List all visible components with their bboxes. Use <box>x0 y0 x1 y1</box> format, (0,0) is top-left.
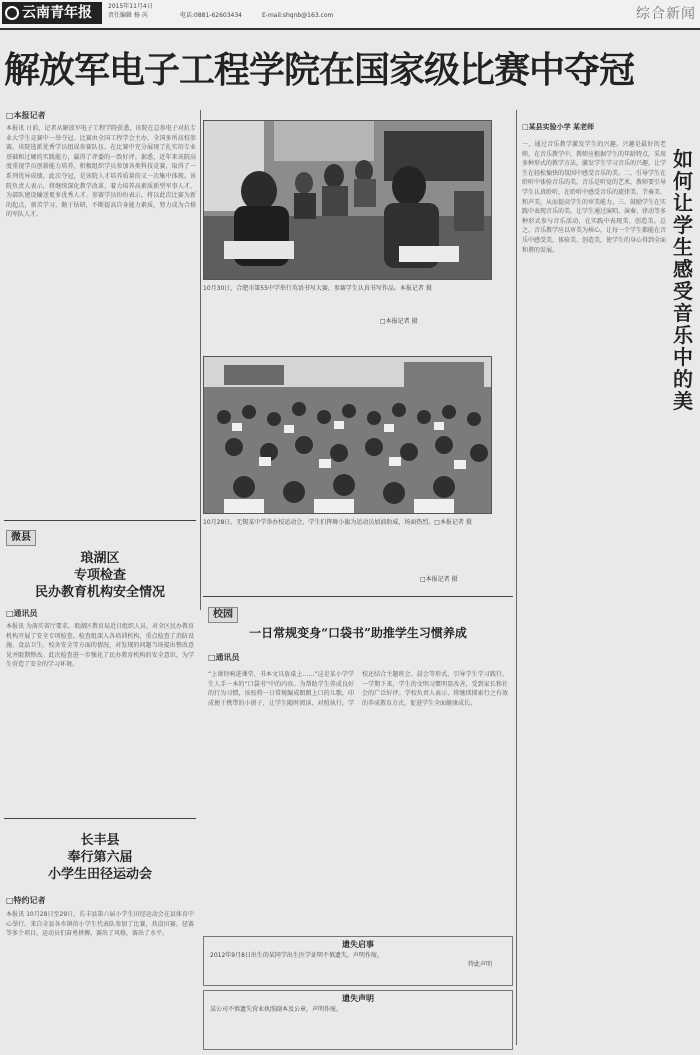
middle-feature-byline: □通讯员 <box>208 653 240 662</box>
lead-body: 本报讯 日前，记者从解放军电子工程学院获悉，该院在总参电子对抗专业大学生竞赛中一举夺冠。比赛由全国工程学会主办，全国多所高校参赛。该院选派优秀学员组成参赛队伍，在比赛中充分展现了扎实的专业基础和过硬的实践能力，赢得了评委的一致好评。据悉，近年来该院高度重视学员创新能力培养，积极组织学员参加各类科技竞赛，取得了一系列优异成绩。此次夺冠，是该院人才培养质量的又一次集中体现。该院负责人表示，将继续深化教学改革，着力培养高素质新型军事人才，为部队建设输送更多优秀人才。参赛学员纷纷表示，将以此次比赛为新的起点，刻苦学习，勤于钻研，不断提高自身能力素质，努力成为合格的军队人才。 <box>6 125 196 219</box>
county-tag <box>6 525 36 546</box>
section-rule <box>4 818 196 819</box>
left-box-two-title-line2: 奉行第六届 <box>67 850 133 865</box>
notice-box-one <box>203 936 513 986</box>
notice-two-body: 某公司不慎遗失营业执照副本及公章，声明作废。 <box>210 1006 343 1013</box>
left-box-one-title-line1: 琅湖区 <box>80 551 120 566</box>
column-divider <box>200 110 201 610</box>
paper-masthead <box>2 2 102 24</box>
left-box-two-body: 本报讯 10月28日至29日，长丰县第六届小学生田径运动会在县体育中心举行。来自全县各乡镇的小学生代表队参加了比赛，共设田赛、径赛等多个项目。运动员们奋勇拼搏，赛出了风格，赛出了水平。 <box>6 911 194 938</box>
sports-meet-photo-caption: 10月28日，无锡某中学举办校运动会，学生们挥舞小旗为运动员加油助威，场面热烈。□本报记者 摄 <box>203 519 472 526</box>
left-box-one-title <box>6 550 194 601</box>
sports-meet-photo <box>203 356 492 514</box>
issue-date: 2015年11月4日 <box>108 3 153 10</box>
email-line: E-mail:shqnb@163.com <box>262 12 334 19</box>
column-divider <box>516 110 517 1045</box>
middle-feature-title: 一日常规变身“口袋书”助推学生习惯养成 <box>249 626 467 640</box>
campus-tag <box>208 602 238 623</box>
middle-feature-body: “上课铃响进课堂，书本文具放桌上……”这是某小学学生人手一本的“口袋书”中的内容。为帮助学生养成良好的行为习惯，该校将一日常规编成朗朗上口的儿歌，印成便于携带的小册子，让学生随时阅读、对照执行。学校还结合主题班会、晨会等形式，引导学生学习践行。一学期下来，学生的文明习惯明显改善，受到家长和社会的广泛好评。学校负责人表示，将继续探索行之有效的养成教育方式，促进学生全面健康成长。 <box>208 671 508 707</box>
left-box-two-title-line3: 小学生田径运动会 <box>47 867 152 882</box>
classroom-photo <box>203 120 492 280</box>
notice-box-two <box>203 990 513 1050</box>
notice-one-title: 遗失启事 <box>342 939 374 949</box>
section-rule <box>4 520 196 521</box>
campus-tag-label: 校园 <box>208 607 238 623</box>
section-name: 综合新闻 <box>636 6 696 22</box>
lead-headline: 解放军电子工程学院在国家级比赛中夺冠 <box>4 49 635 91</box>
right-column-vertical-title: 如何让学生感受音乐中的美 <box>673 147 693 413</box>
editor-line: 责任编辑 杨 芮 <box>108 12 148 19</box>
phone-line: 电话:0881-62603434 <box>180 12 242 19</box>
left-box-one-title-line3: 民办教育机构安全情况 <box>34 585 165 600</box>
notice-two-title: 遗失声明 <box>342 993 374 1003</box>
left-box-one-byline: □通讯员 <box>6 609 38 618</box>
classroom-photo-caption: 10月30日，合肥市第55中学举行英语书写大赛，参赛学生认真书写作品。本报记者 摄 <box>203 285 432 292</box>
right-column-byline: □某县实验小学 某老师 <box>522 123 595 131</box>
left-box-one-title-line2: 专项检查 <box>73 568 126 583</box>
paper-name: 云南青年报 <box>22 5 92 21</box>
county-tag-label: 微县 <box>6 530 36 546</box>
masthead-strip <box>0 0 700 30</box>
right-column-body: 一、通过音乐教学激发学生的兴趣。兴趣是最好的老师，在音乐教学中，教师应根据学生的年龄特点，采用多种形式的教学方法，激发学生学习音乐的兴趣，让学生在轻松愉快的氛围中感受音乐的美。二、引导学生在聆听中体验音乐的美。音乐是听觉的艺术，教师要引导学生认真聆听，在聆听中感受音乐的旋律美、节奏美、和声美，从而提高学生的审美能力。三、鼓励学生在实践中表现音乐的美。让学生通过演唱、演奏、律动等多种形式参与音乐活动，在实践中表现美、创造美。总之，音乐教学应以审美为核心，让每一个学生都能在音乐中感受美、体验美、创造美，使学生的身心得到全面和谐的发展。 <box>522 141 666 254</box>
left-box-one-body: 本报讯 为落实省厅要求，琅湖区教育局近日组织人员，对全区民办教育机构开展了安全专项检查。检查组深入各培训机构，重点检查了消防设施、食品卫生、校舍安全等方面的情况，对发现的问题当场提出整改意见并限期整改。此次检查进一步强化了民办教育机构的安全意识，为学生营造了安全的学习环境。 <box>6 623 194 669</box>
notice-one-body: 2012年9月8日出生的某同学出生医学证明不慎遗失，声明作废。 <box>210 952 383 959</box>
section-rule <box>203 596 513 597</box>
left-box-two-title-line1: 长丰县 <box>80 833 120 848</box>
sports-meet-photo-credit: □本报记者 摄 <box>420 576 458 583</box>
left-box-two-byline: □特约记者 <box>6 896 46 905</box>
classroom-photo-credit: □本报记者 摄 <box>380 318 418 325</box>
paper-logo-icon <box>5 6 19 20</box>
left-box-two-title <box>6 832 194 883</box>
lead-byline: □本报记者 <box>6 111 46 120</box>
notice-one-sign: 特此声明 <box>467 961 492 968</box>
